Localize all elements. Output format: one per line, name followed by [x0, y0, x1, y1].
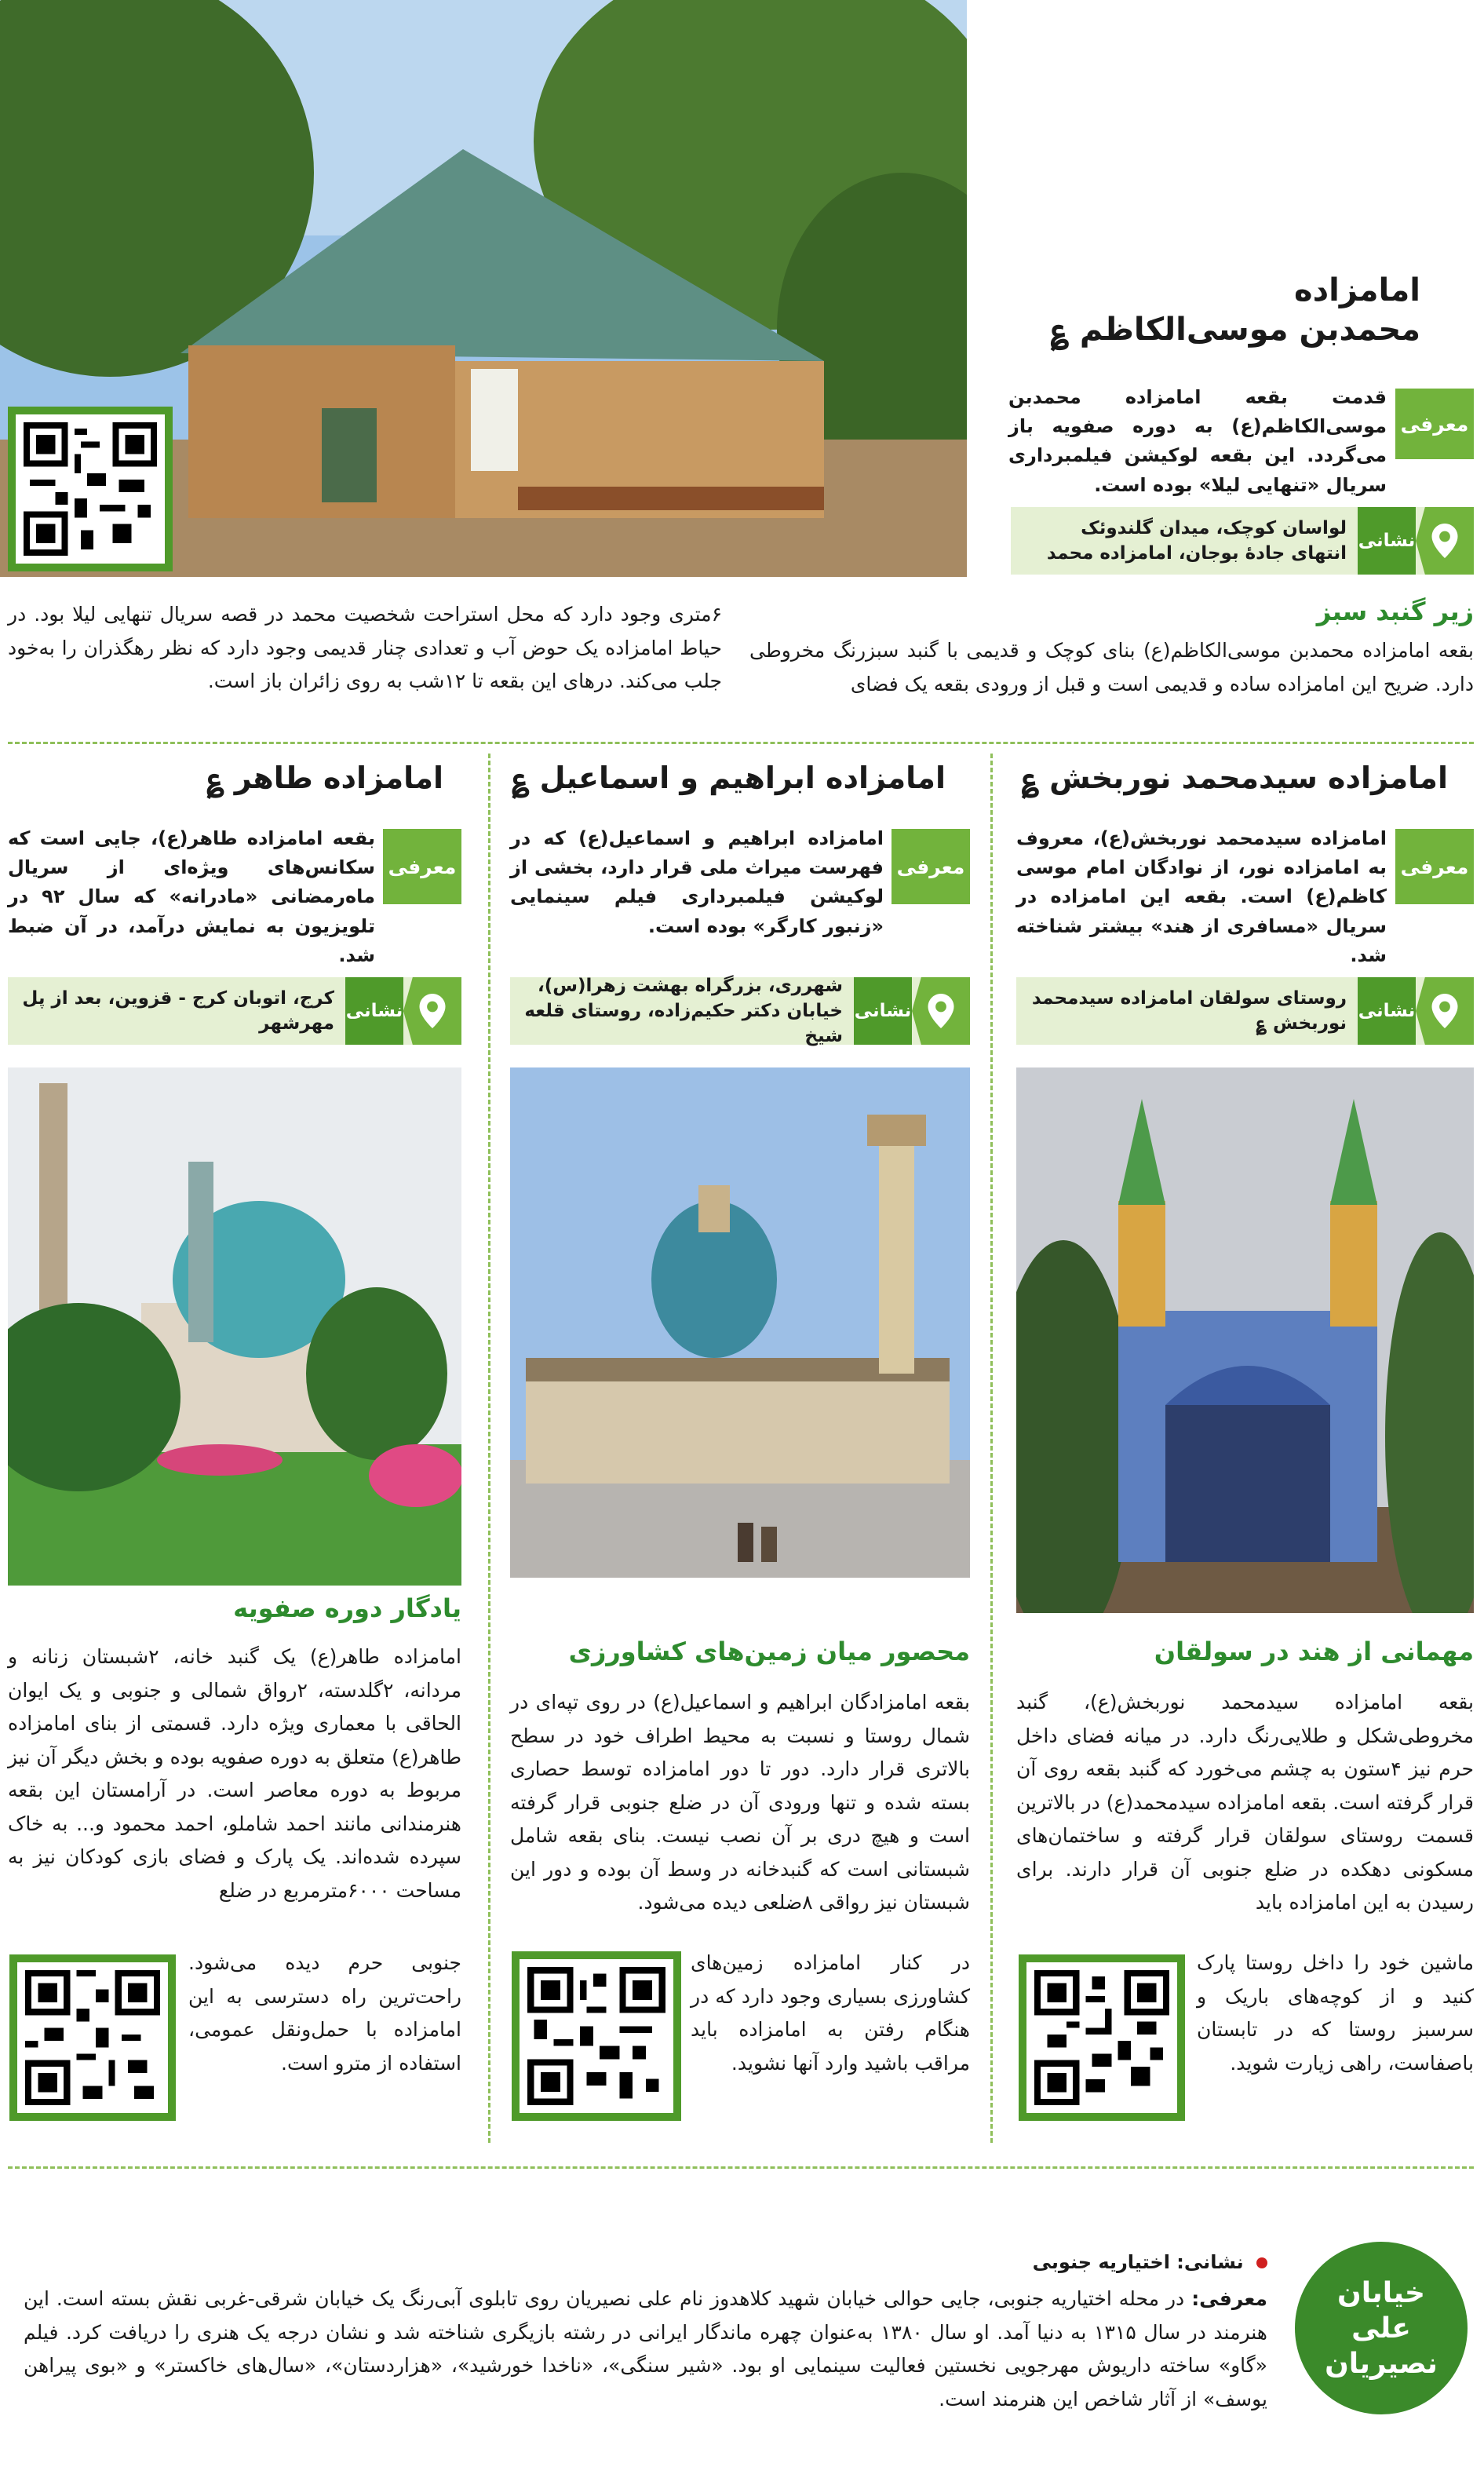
shrine-right-address-bar — [1016, 977, 1474, 1045]
location-pin-icon — [1416, 977, 1474, 1045]
shrine-left-body-bottom: جنوبی حرم دیده می‌شود. راحت‌ترین راه دسترسی به این امامزاده با حمل‌ونقل عمومی، استفاده از مترو است. — [188, 1951, 461, 2075]
footer-address-label: نشانی: — [1176, 2251, 1244, 2273]
shrine-top-title-line2: محمدبن موسی‌الکاظم ؏ — [1050, 312, 1420, 348]
shrine-left-qr-code[interactable] — [9, 1954, 176, 2121]
footer-intro-label: معرفی: — [1191, 2287, 1267, 2310]
badge-line3: نصیریان — [1325, 2347, 1438, 2380]
shrine-left-address-bar — [8, 977, 461, 1045]
shrine-middle-address: شهرری، بزرگراه بهشت زهرا(س)، خیابان دکتر حکیم‌زاده، روستای قلعه شیخ — [524, 975, 843, 1047]
shrine-right-address: روستای سولقان امامزاده سیدمحمد نوربخش ؏ — [1031, 987, 1347, 1034]
shrine-middle-address-bar — [510, 977, 970, 1045]
shrine-left-body-top: امامزاده طاهر(ع) یک گنبد خانه، ۲شبستان زنانه و مردانه، ۲گلدسته، ۲رواق شمالی و جنوبی و یک ایوان الحاقی با معماری ویژه دارد. قسمتی از بنای امامزاده طاهر(ع) متعلق به دوره صفویه بوده و بخش دیگر آن نیز مربوط به دوره معاصر است. در آرامستان این بقعه هنرمندانی مانند احمد شاملو، احمد محمود و... به خاک سپرده شده‌اند. یک پارک و فضای بازی کودکان نیز به مساحت ۶۰۰۰مترمربع در ضلع — [8, 1645, 461, 1902]
shrine-middle-photo — [510, 1067, 970, 1578]
shrine-left-title: امامزاده طاهر ؏ — [206, 761, 443, 795]
shrine-right-qr-code[interactable] — [1019, 1954, 1185, 2121]
shrine-top-body-left: ۶متری وجود دارد که محل استراحت شخصیت محمد در قصه سریال تنهایی لیلا بود. در حیاط امامزاده یک حوض آب و تعدادی چنار قدیمی وجود دارد که نظر رهگذران را به‌خود جلب می‌کند. درهای این بقعه تا ۱۲شب به روی زائران باز است. — [8, 603, 722, 692]
footer-intro-text: در محله اختیاریه جنوبی، جایی حوالی خیابان شهید کلاهدوز نام علی نصیریان روی تابلوی آبی‌رنگ یک خیابان شرقی-غربی نقش بسته است. این هنرمند در سال ۱۳۱۵ به دنیا آمد. او سال ۱۳۸۰ به‌عنوان چهره ماندگار ایرانی در رشته بازیگری شناخته شد و نشان درجه یک هنری را دریافت کرد. فیلم «گاو» ساخته داریوش مهرجویی نخستین فعالیت سینمایی او بود. «شیر سنگی»، «ناخدا خورشید»، «هزاردستان»، «سال‌های خاکستر» و «بوی پیراهن یوسف» از آثار شاخص این هنرمند است. — [24, 2287, 1267, 2410]
shrine-right-address-label: نشانی — [1358, 977, 1416, 1045]
shrine-top-address-bar — [1011, 507, 1474, 575]
section-divider — [8, 742, 1474, 744]
footer-intro — [24, 2283, 1267, 2416]
footer-divider — [8, 2166, 1474, 2169]
shrine-right-body-bottom: ماشین خود را داخل روستا پارک کنید و از کوچه‌های باریک و سرسبز روستا که در تابستان باصفاست، راهی زیارت شوید. — [1197, 1951, 1474, 2075]
shrine-middle-qr-code[interactable] — [512, 1951, 681, 2121]
footer-address-value: اختیاریه جنوبی — [1032, 2251, 1170, 2273]
street-name-badge — [1295, 2242, 1468, 2414]
shrine-middle-body-bottom: در کنار امامزاده زمین‌های کشاورزی بسیاری وجود دارد که در هنگام رفتن به امامزاده باید مراقب باشید وارد آنها نشوید. — [691, 1951, 970, 2075]
shrine-top-qr-code[interactable] — [8, 407, 173, 571]
shrine-right-photo — [1016, 1067, 1474, 1613]
shrine-left-subhead: یادگار دوره صفویه — [233, 1593, 461, 1623]
location-pin-icon — [1416, 507, 1474, 575]
shrine-top-body-right: بقعه امامزاده محمدبن موسی‌الکاظم(ع) بنای کوچک و قدیمی با گنبد سبزرنگ مخروطی دارد. ضریح این امامزاده ساده و قدیمی است و قبل از ورودی بقعه یک فضای — [749, 639, 1474, 695]
shrine-right-subhead: مهمانی از هند در سولقان — [1154, 1637, 1474, 1666]
shrine-right-intro-label: معرفی — [1395, 829, 1474, 904]
shrine-left-address-label: نشانی — [345, 977, 403, 1045]
shrine-left-photo — [8, 1067, 461, 1586]
shrine-left-intro: بقعه امامزاده طاهر(ع)، جایی است که سکانس‌های ویژه‌ای از سریال ماه‌رمضانی «مادرانه» که سال ۹۲ در تلویزیون به نمایش درآمد، در آن ضبط شد. — [8, 827, 375, 966]
shrine-top-subhead: زیر گنبد سبز — [1316, 597, 1474, 626]
shrine-top-intro: قدمت بقعه امامزاده محمدبن موسی‌الکاظم(ع) به دوره صفویه باز می‌گردد. این بقعه لوکیشن فیلمبرداری سریال «تنهایی لیلا» بوده است. — [1008, 386, 1387, 496]
shrine-right-title: امامزاده سیدمحمد نوربخش ؏ — [1021, 761, 1448, 795]
shrine-middle-intro-label: معرفی — [891, 829, 970, 904]
shrine-top-address-label: نشانی — [1358, 507, 1416, 575]
badge-line1: خیابان — [1337, 2276, 1425, 2309]
shrine-middle-body-top: بقعه امامزادگان ابراهیم و اسماعیل(ع) در روی تپه‌ای در شمال روستا و نسبت به محیط اطراف خود در سطح بالاتری قرار دارد. دور تا دور امامزاده توسط حصاری بسته شده و تنها ورودی آن در ضلع جنوبی قرار گرفته است و هیچ دری بر آن نصب نیست. بنای بقعه شامل شبستانی است که گنبدخانه در وسط آن بوده و دور این شبستان نیز رواقی ۸ضلعی دیده می‌شود. — [510, 1691, 970, 1914]
shrine-top-title-line1: امامزاده — [1294, 272, 1420, 308]
footer-address — [706, 2251, 1267, 2273]
shrine-left-intro-label: معرفی — [383, 829, 461, 904]
shrine-middle-title: امامزاده ابراهیم و اسماعیل ؏ — [512, 761, 946, 795]
column-divider — [488, 754, 490, 2143]
badge-line2: علی — [1351, 2312, 1411, 2345]
shrine-top-address: لواسان کوچک، میدان گلندوئک انتهای جادهٔ بوجان، امامزاده محمد — [1046, 517, 1347, 564]
shrine-right-body-top: بقعه امامزاده سیدمحمد نوربخش(ع)، گنبد مخروطی‌شکل و طلایی‌رنگ دارد. در میانه فضای داخل حرم نیز ۴ستون به چشم می‌خورد که گنبد بقعه روی آن قرار گرفته است. بقعه امامزاده سیدمحمد(ع) در بالاترین قسمت روستای سولقان قرار گرفته و ساختمان‌های مسکونی دهکده در ضلع جنوبی آن قرار دارند. برای رسیدن به این امامزاده باید — [1016, 1691, 1475, 1914]
shrine-middle-address-label: نشانی — [854, 977, 912, 1045]
shrine-right-intro: امامزاده سیدمحمد نوربخش(ع)، معروف به امامزاده نور، از نوادگان امام موسی کاظم(ع) است. بقعه این امامزاده در سریال «مسافری از هند» بیشتر شناخته شد. — [1016, 827, 1387, 966]
red-dot-icon — [1256, 2257, 1267, 2268]
shrine-top-intro-label: معرفی — [1395, 389, 1474, 459]
location-pin-icon — [403, 977, 461, 1045]
column-divider — [990, 754, 993, 2143]
shrine-middle-intro: امامزاده ابراهیم و اسماعیل(ع) که در فهرست میراث ملی قرار دارد، بخشی از لوکیشن فیلمبرداری فیلم سینمایی «زنبور کارگر» بوده است. — [510, 827, 884, 937]
location-pin-icon — [912, 977, 970, 1045]
shrine-left-address: کرج، اتوبان کرج - قزوین، بعد از پل مهرشهر — [22, 987, 334, 1034]
shrine-middle-subhead: محصور میان زمین‌های کشاورزی — [568, 1637, 970, 1666]
shrine-top-title — [981, 271, 1420, 349]
